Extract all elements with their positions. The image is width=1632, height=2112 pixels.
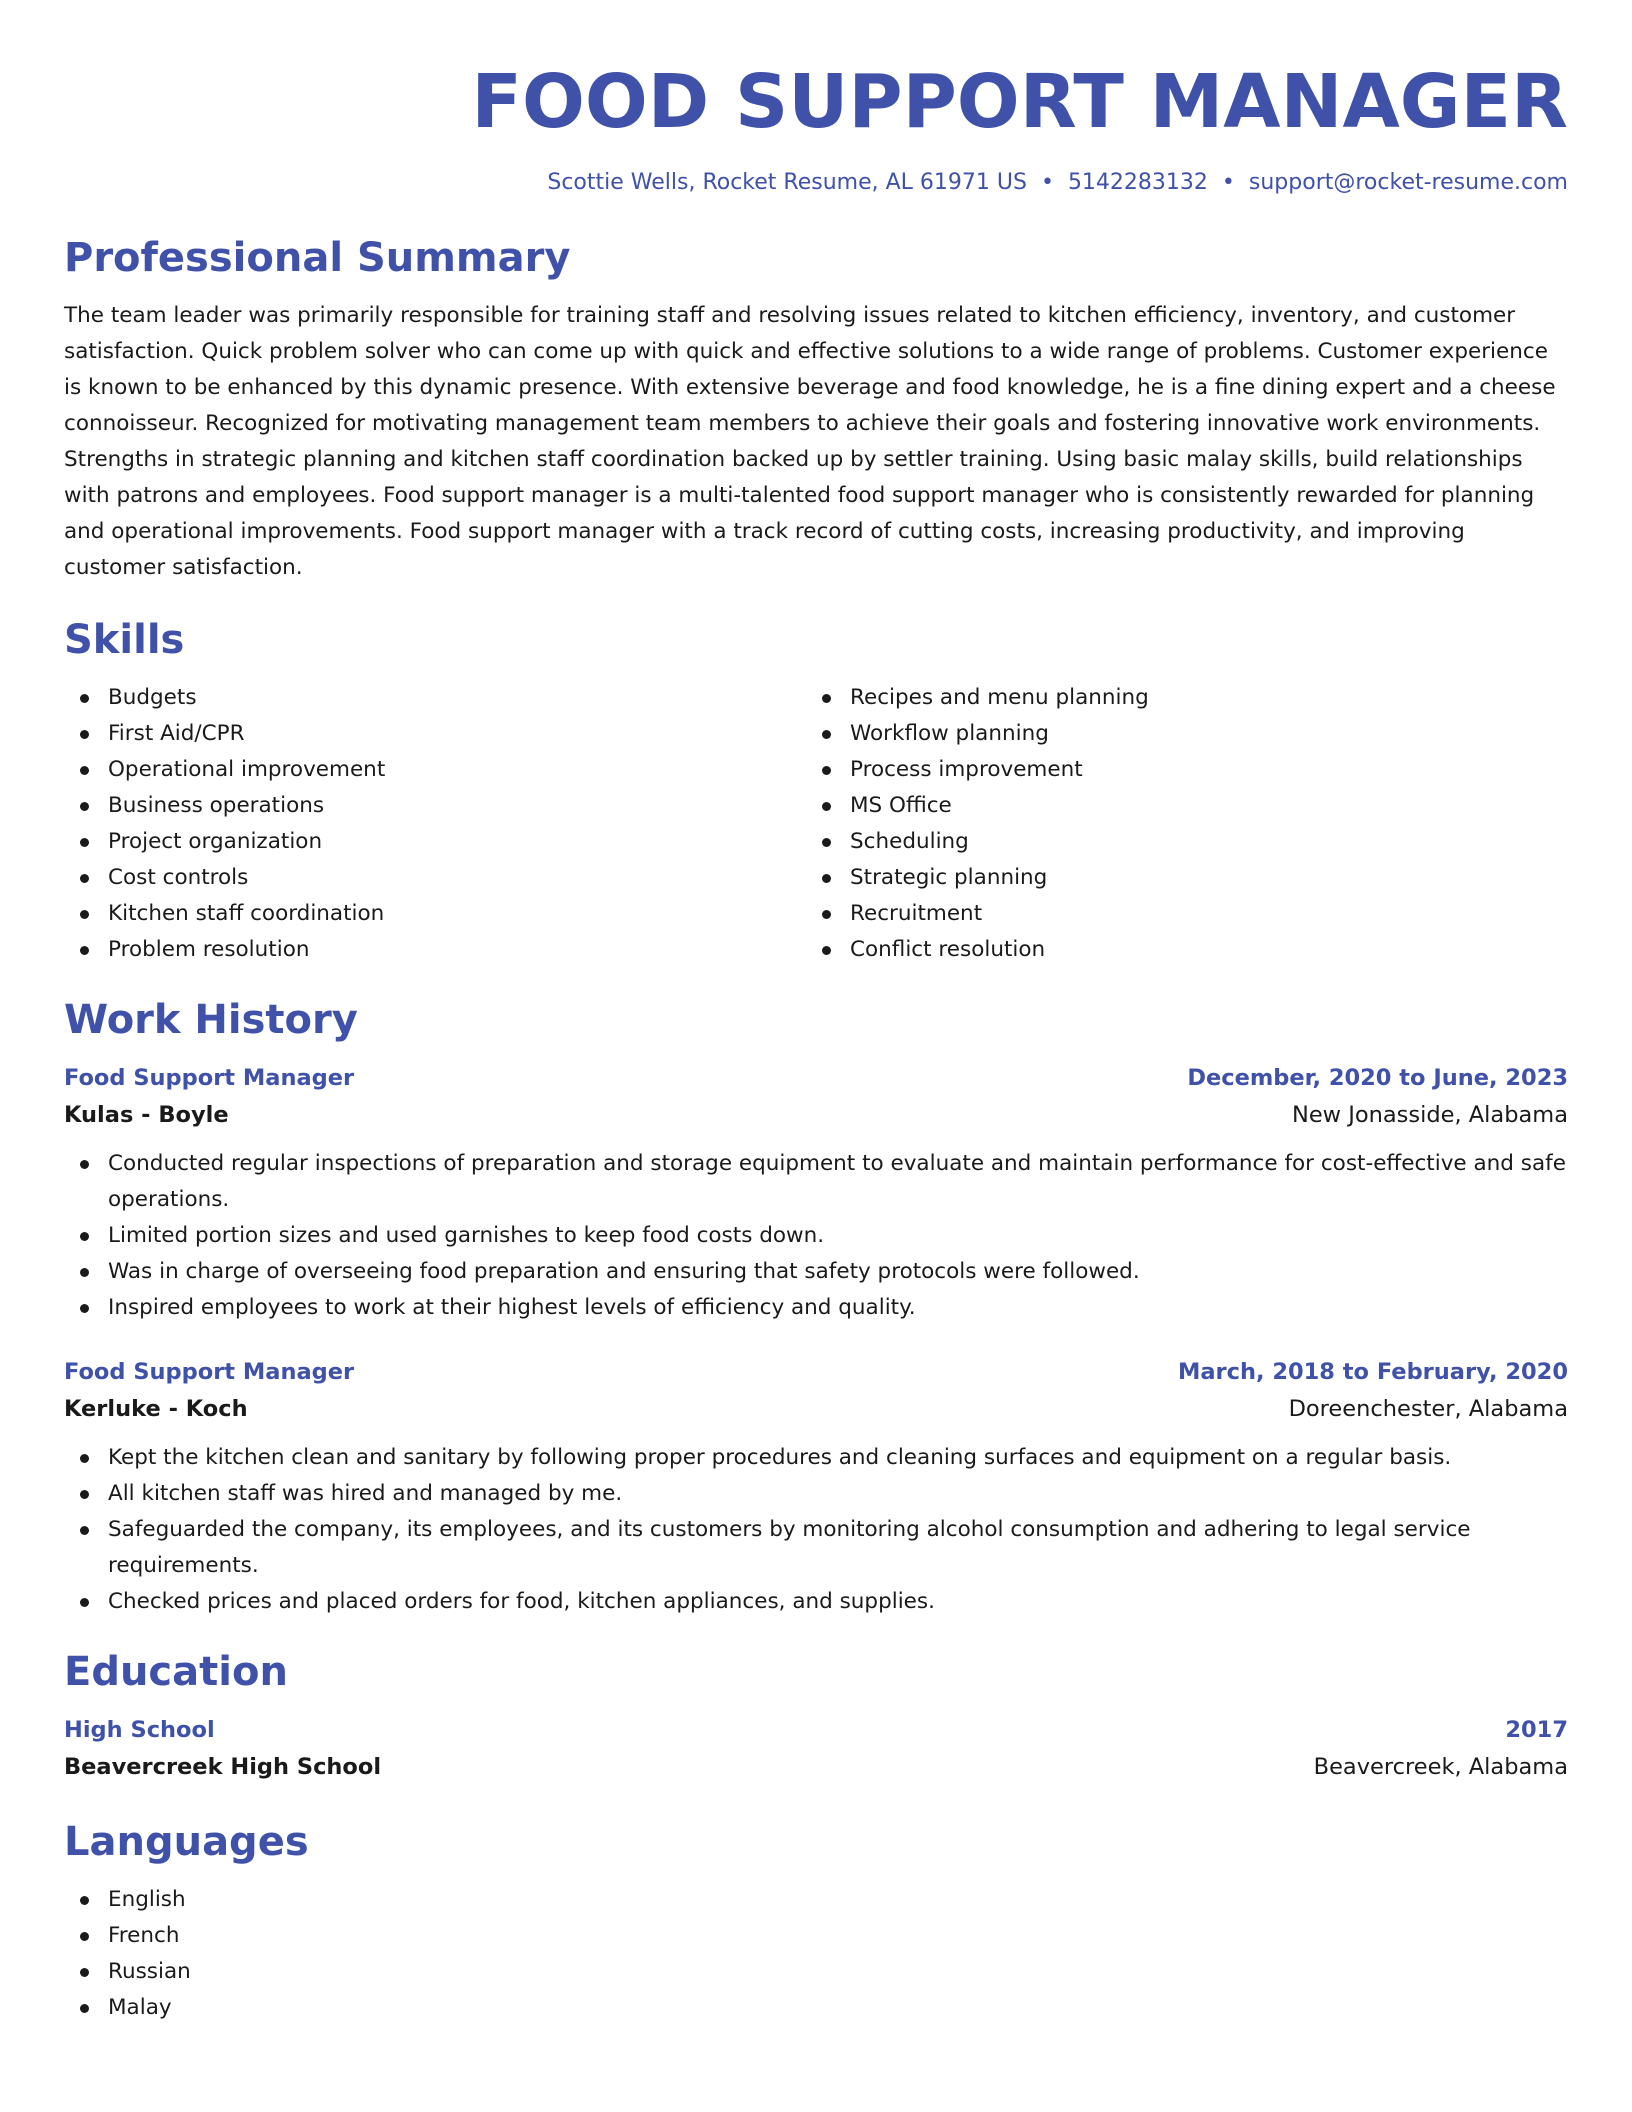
job-position: Food Support Manager [64,1359,355,1385]
languages-list [64,1882,1568,2026]
job-location: Doreenchester, Alabama [1288,1396,1568,1422]
job-dates: March, 2018 to February, 2020 [1177,1359,1568,1385]
job-company: Kerluke - Koch [64,1396,248,1422]
list-item: Malay [64,1990,1568,2026]
contact-address: Scottie Wells, Rocket Resume, AL 61971 US [547,170,1027,195]
list-item: Process improvement [806,752,1548,788]
list-item: Conflict resolution [806,932,1548,968]
list-item: Recruitment [806,896,1548,932]
list-item: English [64,1882,1568,1918]
list-item: First Aid/CPR [64,716,806,752]
job-subheader [64,1096,1568,1134]
list-item: MS Office [806,788,1548,824]
list-item: All kitchen staff was hired and managed by me. [64,1476,1568,1512]
list-item: Kitchen staff coordination [64,896,806,932]
education-location: Beavercreek, Alabama [1313,1754,1568,1780]
list-item: Cost controls [64,860,806,896]
job-entry [64,1354,1568,1620]
list-item: Was in charge of overseeing food preparation and ensuring that safety protocols were followed. [64,1254,1568,1290]
list-item: Inspired employees to work at their highest levels of efficiency and quality. [64,1290,1568,1326]
education-subheader [64,1748,1568,1786]
list-item: Safeguarded the company, its employees, and its customers by monitoring alcohol consumption and adhering to legal service requirements. [64,1512,1568,1584]
skills-column-right [806,680,1548,968]
summary-text: The team leader was primarily responsible for training staff and resolving issues related to kitchen efficiency, inventory, and customer satisfaction. Quick problem solver who can come up with quick and effective solutions to a wide range of problems. Customer experience is known to be enhanced by this dynamic presence. With extensive beverage and food knowledge, he is a fine dining expert and a cheese connoisseur. Recognized for motivating management team members to achieve their goals and fostering innovative work environments. Strengths in strategic planning and kitchen staff coordination backed up by settler training. Using basic malay skills, build relationships with patrons and employees. Food support manager is a multi-talented food support manager who is consistently rewarded for planning and operational improvements. Food support manager with a track record of cutting costs, increasing productivity, and improving customer satisfaction. [64,303,1556,580]
job-position: Food Support Manager [64,1065,355,1091]
education-year: 2017 [1505,1717,1568,1743]
education-school: Beavercreek High School [64,1754,382,1780]
skills-heading: Skills [64,617,185,663]
list-item: Workflow planning [806,716,1548,752]
list-item: Business operations [64,788,806,824]
list-item: Budgets [64,680,806,716]
list-item: Problem resolution [64,932,806,968]
list-item: Strategic planning [806,860,1548,896]
list-item: Operational improvement [64,752,806,788]
list-item: Checked prices and placed orders for food, kitchen appliances, and supplies. [64,1584,1568,1620]
job-dates: December, 2020 to June, 2023 [1187,1065,1568,1091]
languages-heading: Languages [64,1819,309,1865]
education-entry [64,1712,1568,1786]
skills-list [64,680,1568,968]
job-header [64,1354,1568,1390]
job-duties [64,1440,1568,1620]
resume-page [64,52,1568,2026]
list-item: Limited portion sizes and used garnishes to keep food costs down. [64,1218,1568,1254]
job-duties [64,1146,1568,1326]
skills-column-left [64,680,806,968]
job-location: New Jonasside, Alabama [1291,1102,1568,1128]
job-entry [64,1060,1568,1326]
contact-separator: • [1221,170,1235,195]
summary-heading: Professional Summary [64,235,571,281]
list-item: Project organization [64,824,806,860]
education-header [64,1712,1568,1748]
job-subheader [64,1390,1568,1428]
work-history-heading: Work History [64,997,358,1043]
list-item: Recipes and menu planning [806,680,1548,716]
list-item: French [64,1918,1568,1954]
education-degree: High School [64,1717,215,1743]
contact-separator: • [1040,170,1054,195]
education-heading: Education [64,1649,288,1695]
list-item: Kept the kitchen clean and sanitary by following proper procedures and cleaning surfaces and equipment on a regular basis. [64,1440,1568,1476]
list-item: Russian [64,1954,1568,1990]
list-item: Conducted regular inspections of preparation and storage equipment to evaluate and maintain performance for cost-effective and safe operations. [64,1146,1568,1218]
contact-email[interactable]: support@rocket-resume.com [1248,170,1568,195]
contact-phone[interactable]: 5142283132 [1067,170,1208,195]
job-company: Kulas - Boyle [64,1102,229,1128]
contact-line [64,168,1568,198]
job-title-heading: FOOD SUPPORT MANAGER [471,59,1568,145]
job-header [64,1060,1568,1096]
list-item: Scheduling [806,824,1548,860]
